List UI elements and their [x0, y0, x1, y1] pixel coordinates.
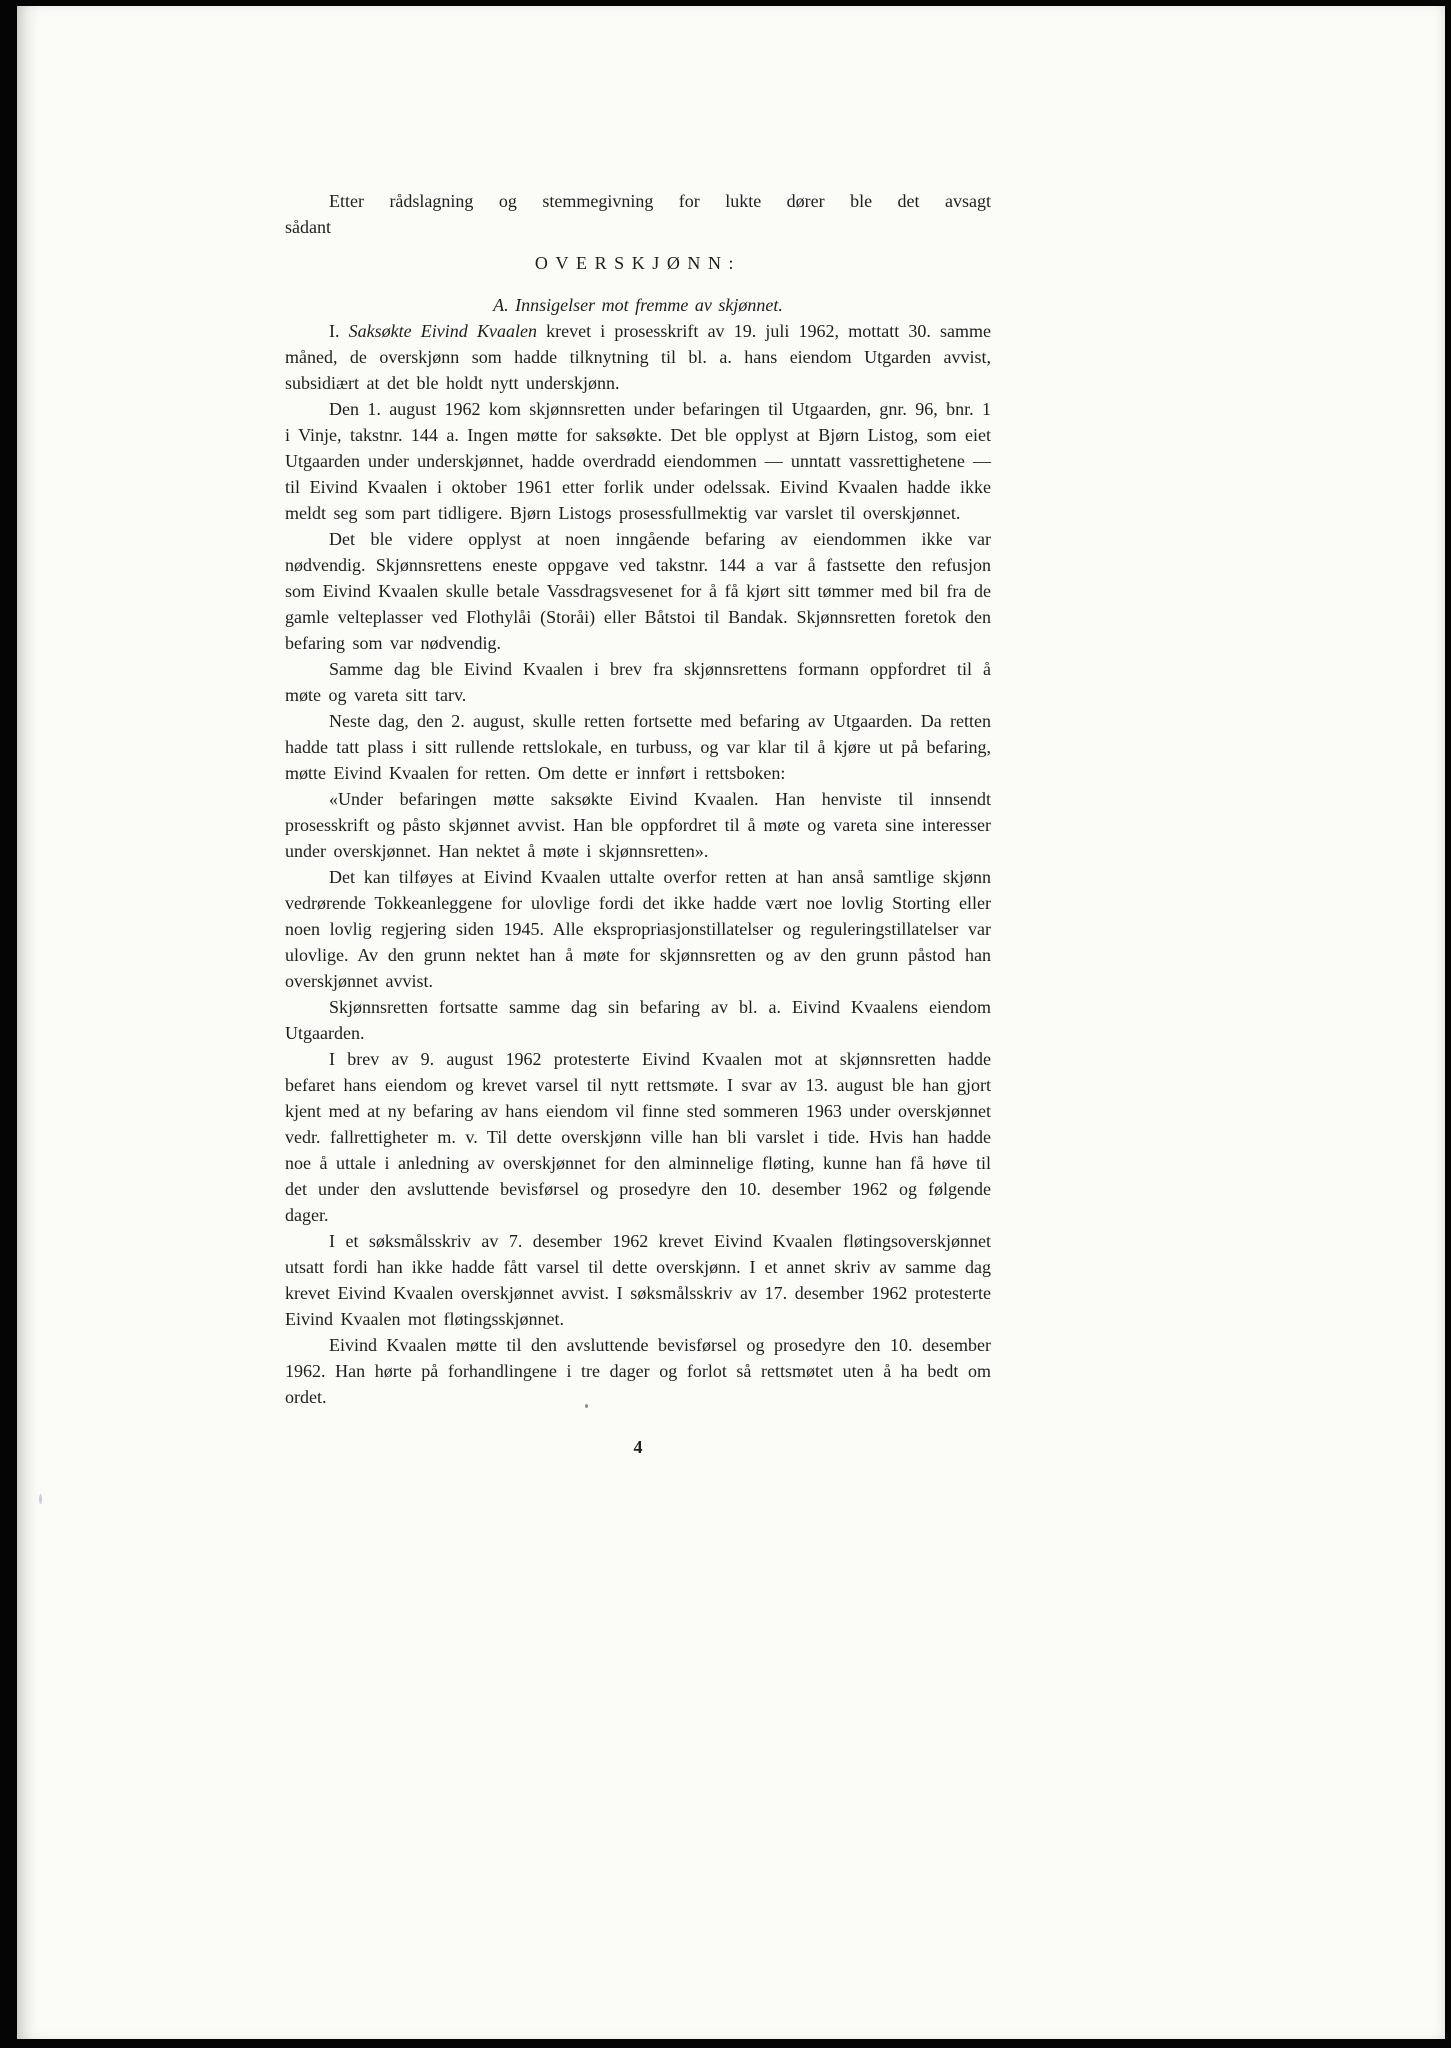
main-heading: OVERSKJØNN: — [534, 253, 742, 273]
scan-speck — [585, 1404, 588, 1408]
paragraph: Eivind Kvaalen møtte til den avsluttende bevisførsel og prosedyre den 10. desember 1962. Han hørte på forhandlingene i tre dager og forlot så rettsmøtet uten å ha bedt om ordet. — [285, 1335, 991, 1407]
paragraph: Samme dag ble Eivind Kvaalen i brev fra skjønnsrettens formann oppfordret til å møte og vareta sitt tarv. — [285, 659, 991, 705]
document-page — [17, 6, 1445, 2039]
paragraph: I brev av 9. august 1962 protesterte Eivind Kvaalen mot at skjønnsretten hadde befaret hans eiendom og krevet varsel til nytt rettsmøte. I svar av 13. august ble han gjort kjent med at ny befaring av hans eiendom vil finne sted sommeren 1963 under overskjønnet vedr. fallrettigheter m. v. Til dette overskjønn ville han bli varslet i tide. Hvis han hadde noe å uttale i anledning av overskjønnet for den alminnelige fløting, kunne han få høve til det under den avsluttende bevisførsel og prosedyre den 10. desember 1962 og følgende dager. — [285, 1049, 991, 1225]
paragraph: Skjønnsretten fortsatte samme dag sin befaring av bl. a. Eivind Kvaalens eiendom Utgaarden. — [285, 997, 991, 1043]
intro-line: Etter rådslagning og stemmegivning for lukte dører ble det avsagt — [329, 191, 991, 211]
paragraph-quotation: «Under befaringen møtte saksøkte Eivind Kvaalen. Han henviste til innsendt prosesskrift og påsto skjønnet avvist. Han ble oppfordret til å møte og vareta sine interesser under overskjønnet. Han nektet å møte i skjønnsretten». — [285, 789, 991, 861]
paragraph — [285, 318, 991, 396]
document-text-block — [285, 188, 991, 1460]
page-number: 4 — [633, 1437, 643, 1457]
paragraph: I et søksmålsskriv av 7. desember 1962 krevet Eivind Kvaalen fløtingsoverskjønnet utsatt fordi han ikke hadde fått varsel til dette overskjønn. I et annet skriv av samme dag krevet Eivind Kvaalen overskjønnet avvist. I søksmålsskriv av 17. desember 1962 protesterte Eivind Kvaalen mot fløtingsskjønnet. — [285, 1231, 991, 1329]
paragraph: Den 1. august 1962 kom skjønnsretten under befaringen til Utgaarden, gnr. 96, bnr. 1 i Vinje, takstnr. 144 a. Ingen møtte for saksøkte. Det ble opplyst at Bjørn Listog, som eiet Utgaarden under underskjønnet, hadde overdradd eiendommen — unntatt vassrettighetene — til Eivind Kvaalen i oktober 1961 etter forlik under odelssak. Eivind Kvaalen hadde ikke meldt seg som part tidligere. Bjørn Listogs prosessfullmektig var varslet til overskjønnet. — [285, 399, 991, 523]
section-heading: A. Innsigelser mot fremme av skjønnet. — [493, 295, 783, 315]
scan-speck — [39, 1494, 42, 1504]
paragraph-lead: I. — [329, 321, 349, 341]
paragraph: Det kan tilføyes at Eivind Kvaalen uttalte overfor retten at han anså samtlige skjønn vedrørende Tokkeanleggene for ulovlige fordi det ikke hadde vært noe lovlig Storting eller noen lovlig regjering siden 1945. Alle ekspropriasjonstillatelser og reguleringstillatelser var ulovlige. Av den grunn nektet han å møte for skjønnsretten og av den grunn påstod han overskjønnet avvist. — [285, 867, 991, 991]
paragraph-text: krevet i prosesskrift av 19. juli 1962, mottatt 30. samme måned, de overskjønn som hadde tilknytning til bl. a. hans eiendom Utgarden avvist, subsidiært at det ble holdt nytt underskjønn. — [285, 321, 992, 393]
paragraph: Neste dag, den 2. august, skulle retten fortsette med befaring av Utgaarden. Da retten hadde tatt plass i sitt rullende rettslokale, en turbuss, og var klar til å kjøre ut på befaring, møtte Eivind Kvaalen for retten. Om dette er innført i rettsboken: — [285, 711, 991, 783]
paragraph: Det ble videre opplyst at noen inngående befaring av eiendommen ikke var nødvendig. Skjønnsrettens eneste oppgave ved takstnr. 144 a var å fastsette den refusjon som Eivind Kvaalen skulle betale Vassdragsvesenet for å få kjørt sitt tømmer med bil fra de gamle velteplasser ved Flothylåi (Storåi) eller Båtstoi til Bandak. Skjønnsretten foretok den befaring som var nødvendig. — [285, 529, 991, 653]
intro-carry-word: sådant — [285, 217, 331, 237]
paragraph-italic-phrase: Saksøkte Eivind Kvaalen — [348, 321, 537, 341]
